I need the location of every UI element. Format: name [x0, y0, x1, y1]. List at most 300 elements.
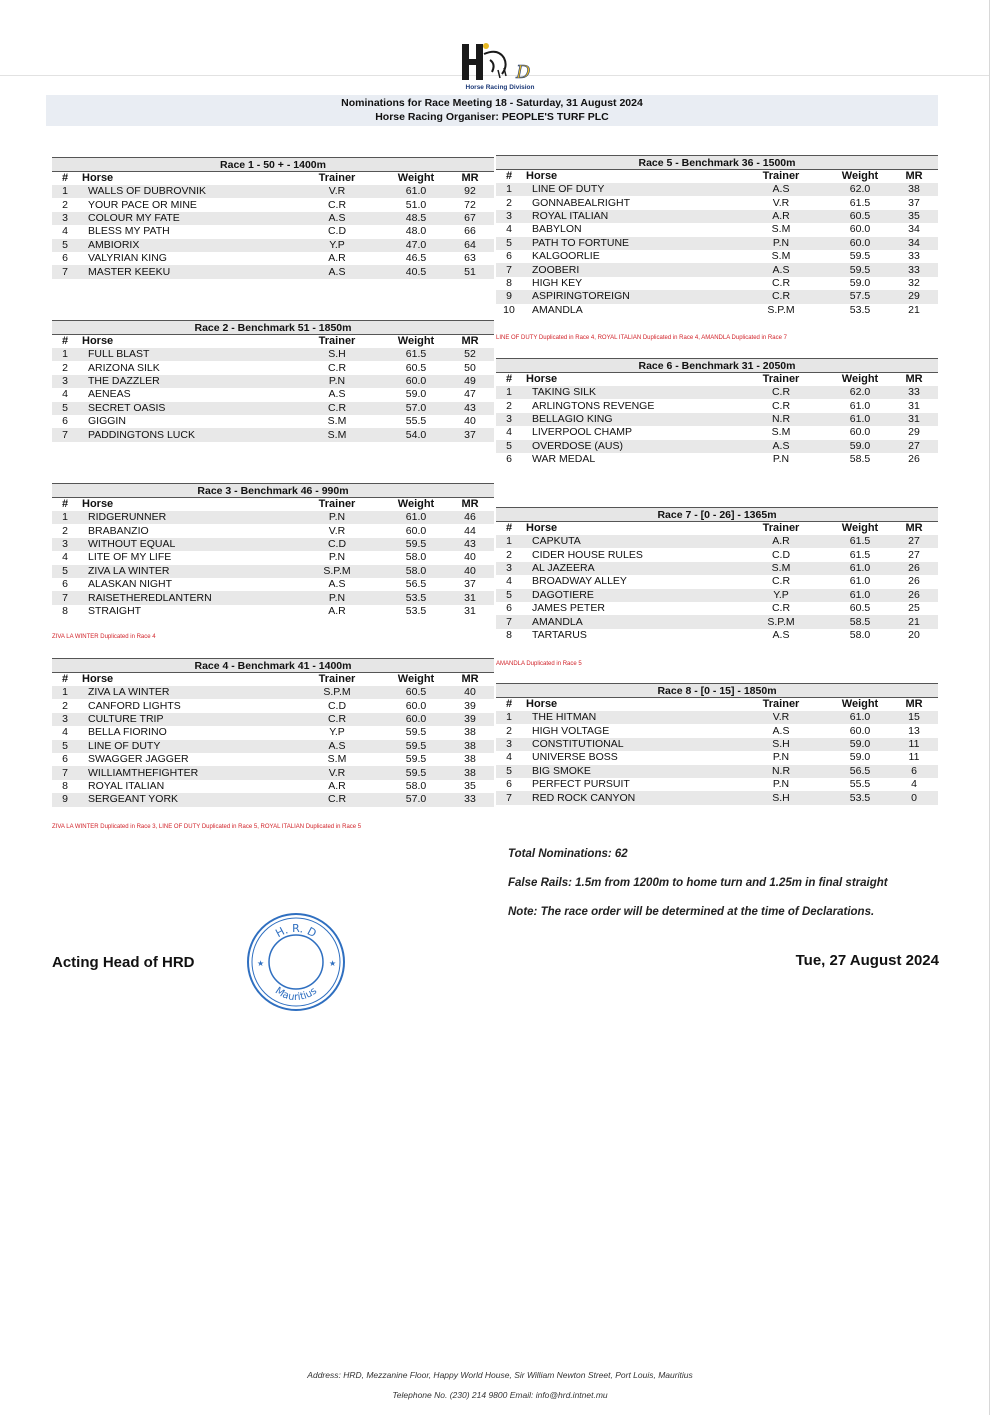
- horse-name: BRABANZIO: [88, 524, 149, 537]
- table-row: [52, 699, 494, 712]
- mr-rating: 67: [446, 212, 494, 225]
- race-2-table: [52, 320, 494, 442]
- entry-number: 6: [62, 753, 68, 766]
- weight: 58.0: [386, 565, 446, 578]
- logo-caption: Horse Racing Division: [465, 84, 535, 91]
- horse-name: AENEAS: [88, 388, 131, 401]
- table-row: [52, 239, 494, 252]
- weight: 58.0: [405, 779, 427, 792]
- horse-name: BIG SMOKE: [522, 765, 732, 778]
- race-title: Race 1 - 50 + - 1400m: [52, 157, 494, 172]
- page-edge-line: [989, 0, 990, 1415]
- weight: 46.5: [405, 252, 427, 265]
- weight: 59.0: [405, 388, 427, 401]
- trainer: V.R: [288, 185, 386, 198]
- entry-number: 6: [506, 778, 512, 791]
- nominations-table: [496, 698, 938, 805]
- col-mr-header: MR: [905, 522, 923, 534]
- horse-name: ROYAL ITALIAN: [88, 779, 165, 792]
- horse-name: CIDER HOUSE RULES: [532, 548, 643, 561]
- race-7-duplicate-note: AMANDLA Duplicated in Race 5: [496, 661, 582, 667]
- trainer: A.R: [328, 604, 346, 617]
- trainer: Y.P: [329, 726, 345, 739]
- horse-name: UNIVERSE BOSS: [532, 751, 618, 764]
- weight: 60.0: [849, 426, 871, 439]
- mr-rating: 27: [890, 440, 938, 453]
- entry-number: 2: [506, 196, 512, 209]
- trainer: A.S: [328, 578, 346, 591]
- trainer: P.N: [772, 453, 790, 466]
- horse-name: CANFORD LIGHTS: [88, 699, 181, 712]
- entry-number: 6: [62, 252, 68, 265]
- entry-number: 6: [62, 415, 68, 428]
- weight: 59.0: [849, 751, 871, 764]
- horse-name: THE DAZZLER: [78, 375, 288, 388]
- trainer: C.R: [327, 361, 347, 374]
- weight: 61.5: [849, 196, 871, 209]
- signature-date: Tue, 27 August 2024: [795, 952, 939, 969]
- trainer: V.R: [772, 196, 790, 209]
- mr-rating: 38: [890, 183, 938, 196]
- trainer: S.P.M: [288, 565, 386, 578]
- table-row: [52, 361, 494, 374]
- horse-name: RIDGERUNNER: [78, 511, 288, 524]
- trainer: Y.P: [732, 589, 830, 602]
- table-row: [496, 615, 938, 628]
- table-row: [52, 538, 494, 551]
- table-row: [496, 765, 938, 778]
- col-trainer-header: Trainer: [762, 170, 800, 182]
- trainer: C.D: [327, 225, 347, 238]
- trainer: A.R: [328, 779, 346, 792]
- horse-name: VALYRIAN KING: [88, 252, 167, 265]
- horse-name: BABYLON: [532, 223, 582, 236]
- table-row: [496, 453, 938, 466]
- horse-name: KALGOORLIE: [532, 250, 600, 263]
- entry-number: 7: [52, 591, 78, 604]
- col-weight-header: Weight: [841, 698, 879, 710]
- weight: 59.0: [849, 276, 871, 289]
- horse-name: LINE OF DUTY: [522, 183, 732, 196]
- entry-number: 1: [52, 185, 78, 198]
- table-row: [52, 511, 494, 524]
- mr-rating: 40: [464, 415, 476, 428]
- race-4-table: [52, 658, 494, 807]
- table-row: [496, 413, 938, 426]
- horse-name: YOUR PACE OR MINE: [88, 198, 197, 211]
- entry-number: 3: [52, 538, 78, 551]
- horse-name: THE HITMAN: [522, 711, 732, 724]
- horse-name: ALASKAN NIGHT: [88, 578, 173, 591]
- col-weight-header: Weight: [841, 522, 879, 534]
- table-row: [52, 713, 494, 726]
- entry-number: 8: [62, 779, 68, 792]
- mr-rating: 49: [446, 375, 494, 388]
- weight: 59.5: [405, 753, 427, 766]
- entry-number: 4: [506, 223, 512, 236]
- entry-number: 7: [52, 428, 78, 441]
- horse-name: PADDINGTONS LUCK: [78, 428, 288, 441]
- col-horse-header: Horse: [82, 498, 114, 510]
- trainer: C.D: [771, 548, 791, 561]
- weight: 53.5: [386, 591, 446, 604]
- trainer: S.M: [771, 223, 791, 236]
- horse-name: BROADWAY ALLEY: [532, 575, 627, 588]
- weight: 57.0: [386, 793, 446, 806]
- table-row: [52, 726, 494, 739]
- mr-rating: 35: [464, 779, 476, 792]
- entry-number: 7: [52, 265, 78, 278]
- entry-number: 4: [62, 388, 68, 401]
- nominations-table: [496, 373, 938, 466]
- mr-rating: 33: [908, 250, 920, 263]
- footer-contact: Telephone No. (230) 214 9800 Email: info@hrd.intnet.mu: [392, 1390, 608, 1400]
- col-trainer-header: Trainer: [762, 522, 800, 534]
- nominations-table: [52, 172, 494, 279]
- table-row: [52, 578, 494, 591]
- weight: 48.0: [405, 225, 427, 238]
- horse-name: PERFECT PURSUIT: [532, 778, 630, 791]
- trainer: A.R: [732, 535, 830, 548]
- trainer: S.M: [732, 562, 830, 575]
- table-row: [496, 589, 938, 602]
- mr-rating: 11: [890, 738, 938, 751]
- entry-number: 4: [62, 726, 68, 739]
- table-row: [52, 348, 494, 361]
- horse-name: GIGGIN: [88, 415, 126, 428]
- horse-name: TAKING SILK: [522, 386, 732, 399]
- weight: 60.5: [405, 361, 427, 374]
- mr-rating: 26: [890, 589, 938, 602]
- horse-name: ARIZONA SILK: [88, 361, 160, 374]
- horse-name: LINE OF DUTY: [78, 740, 288, 753]
- weight: 61.0: [386, 185, 446, 198]
- trainer: C.R: [771, 399, 791, 412]
- mr-rating: 27: [890, 535, 938, 548]
- table-row: [52, 375, 494, 388]
- race-title: Race 2 - Benchmark 51 - 1850m: [52, 320, 494, 335]
- weight: 58.0: [849, 628, 871, 641]
- col-num-header: #: [61, 498, 69, 510]
- horse-name: GONNABEALRIGHT: [532, 196, 631, 209]
- mr-rating: 13: [908, 724, 920, 737]
- table-row: [496, 304, 938, 317]
- weight: 56.5: [405, 578, 427, 591]
- mr-rating: 38: [446, 766, 494, 779]
- race-3-table: [52, 483, 494, 618]
- race-title: Race 4 - Benchmark 41 - 1400m: [52, 658, 494, 673]
- race-order-note: Note: The race order will be determined at the time of Declarations.: [508, 906, 875, 918]
- table-row: [496, 711, 938, 724]
- horse-name: MASTER KEEKU: [78, 265, 288, 278]
- weight: 58.5: [849, 453, 871, 466]
- weight: 40.5: [386, 265, 446, 278]
- col-weight-header: Weight: [397, 335, 435, 347]
- entry-number: 5: [52, 239, 78, 252]
- trainer: C.R: [732, 386, 830, 399]
- horse-name: STRAIGHT: [88, 604, 142, 617]
- nominations-table: [496, 522, 938, 642]
- nominations-table: [52, 335, 494, 442]
- horse-name: ARLINGTONS REVENGE: [532, 399, 655, 412]
- horse-name: BELLAGIO KING: [522, 413, 732, 426]
- weight: 62.0: [830, 183, 890, 196]
- mr-rating: 4: [911, 778, 917, 791]
- table-row: [496, 277, 938, 290]
- col-weight-header: Weight: [397, 172, 435, 184]
- weight: 61.0: [830, 562, 890, 575]
- trainer: S.H: [732, 791, 830, 804]
- race-8-table: [496, 683, 938, 805]
- table-row: [496, 290, 938, 303]
- weight: 51.0: [405, 198, 427, 211]
- weight: 62.0: [830, 386, 890, 399]
- table-row: [52, 753, 494, 766]
- trainer: P.N: [288, 375, 386, 388]
- table-row: [52, 252, 494, 265]
- weight: 59.5: [849, 250, 871, 263]
- trainer: C.R: [288, 793, 386, 806]
- hrd-official-stamp: [244, 910, 348, 1014]
- trainer: A.S: [732, 263, 830, 276]
- race-title: Race 8 - [0 - 15] - 1850m: [496, 683, 938, 698]
- weight: 58.5: [830, 615, 890, 628]
- mr-rating: 37: [908, 196, 920, 209]
- weight: 59.5: [830, 263, 890, 276]
- col-mr-header: MR: [905, 698, 923, 710]
- mr-rating: 34: [890, 237, 938, 250]
- mr-rating: 15: [890, 711, 938, 724]
- weight: 53.5: [849, 303, 871, 316]
- col-horse-header: Horse: [82, 172, 114, 184]
- weight: 61.0: [849, 399, 871, 412]
- footer-address: Address: HRD, Mezzanine Floor, Happy World House, Sir William Newton Street, Port Louis, Mauritius: [307, 1370, 693, 1380]
- col-mr-header: MR: [461, 335, 479, 347]
- horse-name: LITE OF MY LIFE: [88, 551, 172, 564]
- entry-number: 3: [496, 413, 522, 426]
- entry-number: 6: [506, 602, 512, 615]
- weight: 60.0: [849, 223, 871, 236]
- weight: 59.5: [405, 726, 427, 739]
- mr-rating: 39: [446, 713, 494, 726]
- table-row: [52, 265, 494, 278]
- table-row: [496, 562, 938, 575]
- mr-rating: 46: [446, 511, 494, 524]
- weight: 60.0: [386, 375, 446, 388]
- trainer: S.M: [771, 426, 791, 439]
- entry-number: 9: [496, 290, 522, 303]
- meeting-title: Nominations for Race Meeting 18 - Saturday, 31 August 2024: [341, 97, 643, 109]
- mr-rating: 40: [446, 686, 494, 699]
- table-row: [496, 196, 938, 209]
- trainer: A.S: [288, 265, 386, 278]
- table-row: [496, 548, 938, 561]
- entry-number: 3: [496, 738, 522, 751]
- mr-rating: 31: [446, 591, 494, 604]
- weight: 59.5: [386, 766, 446, 779]
- table-row: [496, 237, 938, 250]
- trainer: C.R: [771, 276, 791, 289]
- weight: 61.0: [849, 575, 871, 588]
- race-7-table: [496, 507, 938, 642]
- entry-number: 2: [506, 724, 512, 737]
- table-row: [52, 524, 494, 537]
- mr-rating: 64: [446, 239, 494, 252]
- weight: 59.0: [830, 738, 890, 751]
- trainer: C.R: [732, 290, 830, 303]
- col-mr-header: MR: [461, 498, 479, 510]
- entry-number: 1: [496, 386, 522, 399]
- mr-rating: 32: [908, 276, 920, 289]
- col-weight-header: Weight: [397, 498, 435, 510]
- weight: 60.0: [849, 724, 871, 737]
- col-trainer-header: Trainer: [318, 172, 356, 184]
- weight: 61.0: [830, 711, 890, 724]
- entry-number: 10: [503, 303, 515, 316]
- col-num-header: #: [505, 698, 513, 710]
- entry-number: 3: [52, 212, 78, 225]
- mr-rating: 35: [890, 210, 938, 223]
- horse-name: JAMES PETER: [532, 602, 605, 615]
- entry-number: 7: [496, 615, 522, 628]
- mr-rating: 29: [890, 290, 938, 303]
- entry-number: 4: [62, 551, 68, 564]
- table-row: [496, 738, 938, 751]
- svg-text:★: ★: [329, 959, 337, 968]
- col-weight-header: Weight: [841, 170, 879, 182]
- table-row: [496, 263, 938, 276]
- mr-rating: 47: [464, 388, 476, 401]
- entry-number: 7: [52, 766, 78, 779]
- entry-number: 2: [62, 361, 68, 374]
- weight: 60.0: [405, 699, 427, 712]
- horse-name: ZIVA LA WINTER: [78, 686, 288, 699]
- table-row: [52, 780, 494, 793]
- entry-number: 2: [62, 198, 68, 211]
- table-row: [52, 551, 494, 564]
- horse-name: WAR MEDAL: [532, 453, 596, 466]
- horse-name: ASPIRINGTOREIGN: [522, 290, 732, 303]
- weight: 61.5: [386, 348, 446, 361]
- weight: 61.0: [830, 413, 890, 426]
- entry-number: 3: [496, 210, 522, 223]
- entry-number: 2: [506, 548, 512, 561]
- weight: 53.5: [830, 791, 890, 804]
- mr-rating: 72: [464, 198, 476, 211]
- mr-rating: 38: [446, 740, 494, 753]
- horse-name: WALLS OF DUBROVNIK: [78, 185, 288, 198]
- col-num-header: #: [61, 335, 69, 347]
- weight: 60.0: [830, 237, 890, 250]
- horse-name: CAPKUTA: [522, 535, 732, 548]
- entry-number: 9: [52, 793, 78, 806]
- mr-rating: 21: [908, 303, 920, 316]
- entry-number: 5: [52, 402, 78, 415]
- col-mr-header: MR: [461, 172, 479, 184]
- table-row: [496, 535, 938, 548]
- col-trainer-header: Trainer: [318, 498, 356, 510]
- table-row: [496, 791, 938, 804]
- table-row: [496, 751, 938, 764]
- trainer: C.R: [288, 402, 386, 415]
- trainer: P.N: [732, 237, 830, 250]
- trainer: A.R: [732, 210, 830, 223]
- svg-text:Mauritius: Mauritius: [272, 985, 320, 1004]
- mr-rating: 27: [908, 548, 920, 561]
- table-row: [496, 724, 938, 737]
- col-horse-header: Horse: [526, 373, 558, 385]
- col-mr-header: MR: [905, 170, 923, 182]
- mr-rating: 26: [908, 453, 920, 466]
- trainer: A.S: [328, 388, 346, 401]
- col-trainer-header: Trainer: [762, 698, 800, 710]
- horse-name: PATH TO FORTUNE: [522, 237, 732, 250]
- table-row: [496, 399, 938, 412]
- table-row: [496, 440, 938, 453]
- trainer: S.M: [327, 415, 347, 428]
- entry-number: 7: [496, 791, 522, 804]
- horse-name: CONSTITUTIONAL: [522, 738, 732, 751]
- mr-rating: 33: [446, 793, 494, 806]
- entry-number: 7: [496, 263, 522, 276]
- col-num-header: #: [61, 172, 69, 184]
- entry-number: 1: [496, 535, 522, 548]
- race-title: Race 5 - Benchmark 36 - 1500m: [496, 155, 938, 170]
- mr-rating: 37: [446, 428, 494, 441]
- trainer: S.M: [771, 250, 791, 263]
- horse-name: ZOOBERI: [522, 263, 732, 276]
- horse-name: OVERDOSE (AUS): [522, 440, 732, 453]
- weight: 56.5: [830, 765, 890, 778]
- svg-text:D: D: [516, 62, 531, 83]
- trainer: A.S: [732, 440, 830, 453]
- horse-name: COLOUR MY FATE: [78, 212, 288, 225]
- table-row: [496, 778, 938, 791]
- svg-text:H. R. D: H. R. D: [273, 921, 319, 941]
- entry-number: 4: [506, 426, 512, 439]
- signatory-title: Acting Head of HRD: [52, 954, 195, 971]
- entry-number: 8: [506, 628, 512, 641]
- horse-name: HIGH VOLTAGE: [532, 724, 610, 737]
- weight: 57.0: [386, 402, 446, 415]
- entry-number: 8: [62, 604, 68, 617]
- weight: 60.5: [830, 210, 890, 223]
- weight: 60.5: [386, 686, 446, 699]
- mr-rating: 37: [464, 578, 476, 591]
- horse-name: DAGOTIERE: [522, 589, 732, 602]
- col-trainer-header: Trainer: [318, 673, 356, 685]
- mr-rating: 26: [890, 562, 938, 575]
- table-row: [52, 212, 494, 225]
- horse-name: ROYAL ITALIAN: [522, 210, 732, 223]
- col-mr-header: MR: [905, 373, 923, 385]
- table-row: [52, 686, 494, 699]
- entry-number: 3: [52, 713, 78, 726]
- table-row: [52, 402, 494, 415]
- table-row: [52, 428, 494, 441]
- table-row: [52, 388, 494, 401]
- table-row: [52, 766, 494, 779]
- trainer: P.N: [772, 751, 790, 764]
- entry-number: 5: [496, 440, 522, 453]
- entry-number: 6: [62, 578, 68, 591]
- mr-rating: 29: [908, 426, 920, 439]
- horse-name: SWAGGER JAGGER: [88, 753, 189, 766]
- col-trainer-header: Trainer: [762, 373, 800, 385]
- table-row: [52, 198, 494, 211]
- horse-name: SECRET OASIS: [78, 402, 288, 415]
- col-horse-header: Horse: [82, 335, 114, 347]
